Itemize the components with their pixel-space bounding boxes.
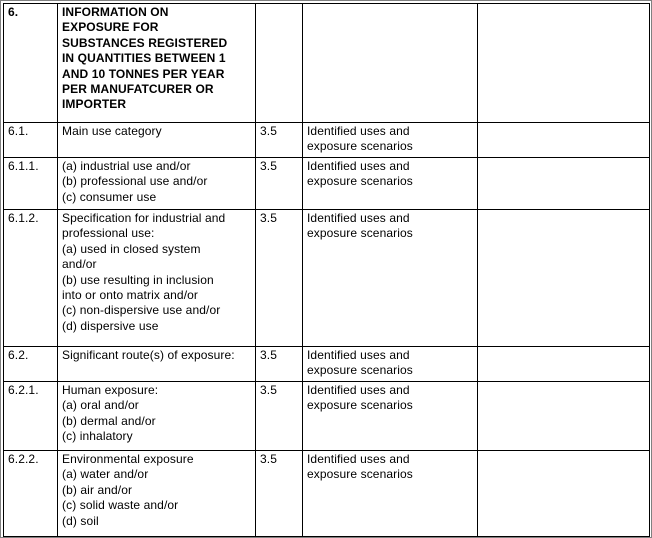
row-notes: [478, 347, 650, 382]
description-line: (c) inhalatory: [62, 429, 133, 444]
row-reference: 3.5: [256, 210, 303, 347]
description-line: (a) oral and/or: [62, 398, 139, 413]
header-row: [4, 4, 650, 123]
row-guidance: [303, 451, 478, 537]
row-notes: [478, 158, 650, 210]
row-reference: 3.5: [256, 451, 303, 537]
header-ref-cell: [256, 4, 303, 123]
description-line: (b) professional use and/or: [62, 174, 208, 189]
description-line: Specification for industrial and: [62, 211, 226, 225]
row-number: 6.1.: [4, 123, 58, 158]
row-guidance: [303, 158, 478, 210]
header-title-line: IMPORTER: [62, 97, 127, 112]
table-row: [4, 382, 650, 451]
row-number: 6.2.1.: [4, 382, 58, 451]
guidance-line: exposure scenarios: [307, 398, 413, 413]
description-line: (c) consumer use: [62, 189, 157, 204]
table-row: [4, 347, 650, 382]
row-reference: 3.5: [256, 382, 303, 451]
row-guidance: [303, 347, 478, 382]
description-line: (c) non-dispersive use and/or: [62, 303, 221, 318]
row-notes: [478, 451, 650, 537]
guidance-line: Identified uses and: [307, 124, 410, 138]
table-row: [4, 210, 650, 347]
row-notes: [478, 210, 650, 347]
header-title-line: INFORMATION ON: [62, 5, 169, 19]
header-title-line: EXPOSURE FOR: [62, 20, 159, 35]
guidance-line: Identified uses and: [307, 159, 410, 173]
row-guidance: [303, 123, 478, 158]
row-reference: 3.5: [256, 347, 303, 382]
header-number: 6.: [4, 4, 58, 123]
guidance-line: exposure scenarios: [307, 174, 413, 189]
header-title-line: PER MANUFATCURER OR: [62, 82, 214, 97]
header-title-line: SUBSTANCES REGISTERED: [62, 35, 228, 50]
description-line: (b) use resulting in inclusion: [62, 272, 214, 287]
description-line: into or onto matrix and/or: [62, 288, 199, 303]
description-line: (b) air and/or: [62, 482, 133, 497]
table-row: [4, 123, 650, 158]
guidance-line: Identified uses and: [307, 211, 410, 225]
description-line: (c) solid waste and/or: [62, 498, 179, 513]
guidance-line: exposure scenarios: [307, 467, 413, 482]
row-reference: 3.5: [256, 123, 303, 158]
description-line: (d) dispersive use: [62, 318, 159, 333]
description-line: professional use:: [62, 226, 155, 241]
description-line: and/or: [62, 257, 97, 272]
guidance-line: Identified uses and: [307, 348, 410, 362]
row-guidance: [303, 210, 478, 347]
table-row: [4, 158, 650, 210]
description-line: Significant route(s) of exposure:: [62, 348, 235, 362]
guidance-line: exposure scenarios: [307, 363, 413, 378]
exposure-information-table: [3, 3, 650, 537]
description-line: (a) industrial use and/or: [62, 159, 191, 173]
row-description: [58, 210, 256, 347]
description-line: (b) dermal and/or: [62, 413, 156, 428]
guidance-line: exposure scenarios: [307, 226, 413, 241]
row-number: 6.2.: [4, 347, 58, 382]
row-number: 6.1.1.: [4, 158, 58, 210]
guidance-line: exposure scenarios: [307, 139, 413, 154]
row-guidance: [303, 382, 478, 451]
table-row: [4, 451, 650, 537]
description-line: (a) water and/or: [62, 467, 149, 482]
row-notes: [478, 123, 650, 158]
header-title-line: IN QUANTITIES BETWEEN 1: [62, 51, 226, 66]
description-line: Environmental exposure: [62, 452, 194, 466]
header-title: [58, 4, 256, 123]
row-number: 6.1.2.: [4, 210, 58, 347]
guidance-line: Identified uses and: [307, 383, 410, 397]
description-line: (a) used in closed system: [62, 241, 201, 256]
row-description: [58, 123, 256, 158]
description-line: (d) soil: [62, 513, 99, 528]
table-body: [4, 4, 650, 537]
row-description: [58, 382, 256, 451]
guidance-line: Identified uses and: [307, 452, 410, 466]
row-notes: [478, 382, 650, 451]
header-title-line: AND 10 TONNES PER YEAR: [62, 66, 225, 81]
row-reference: 3.5: [256, 158, 303, 210]
description-line: Human exposure:: [62, 383, 159, 397]
row-description: [58, 451, 256, 537]
description-line: Main use category: [62, 124, 162, 138]
row-number: 6.2.2.: [4, 451, 58, 537]
header-guidance-cell: [303, 4, 478, 123]
row-description: [58, 158, 256, 210]
header-notes-cell: [478, 4, 650, 123]
row-description: [58, 347, 256, 382]
